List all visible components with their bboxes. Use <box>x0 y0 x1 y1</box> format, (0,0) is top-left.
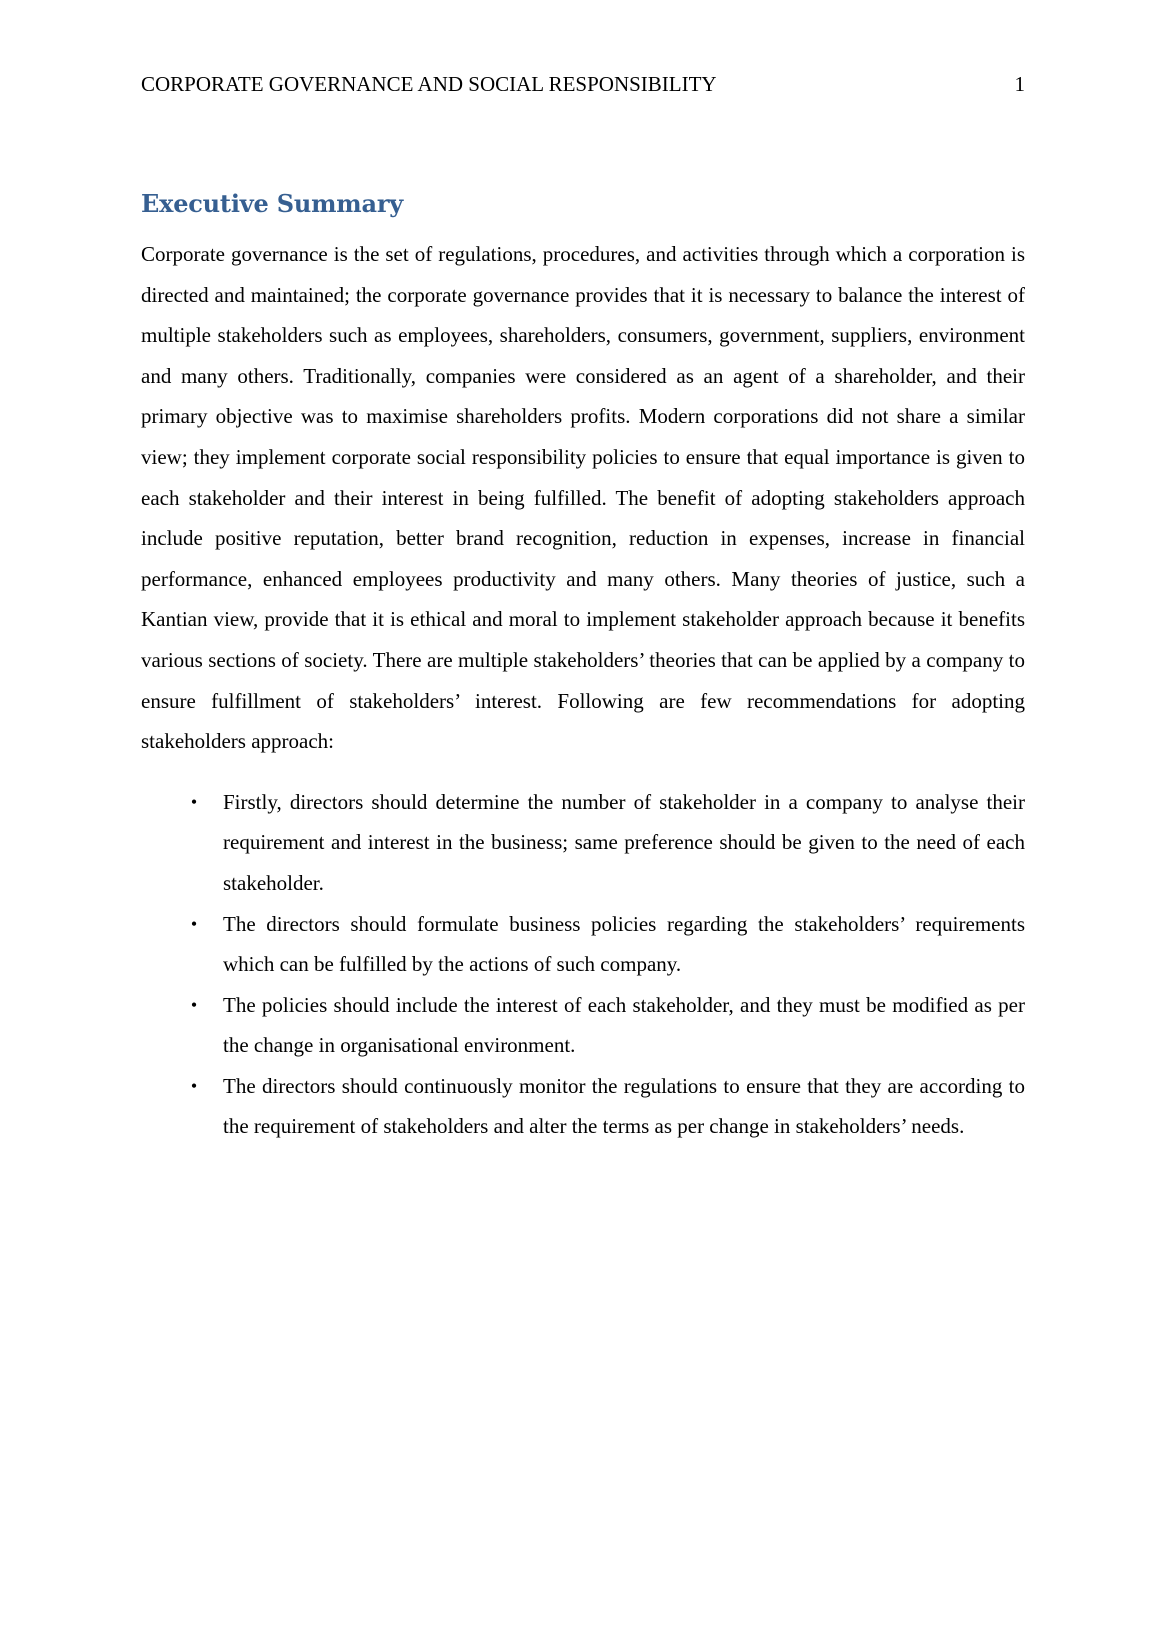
header-title: CORPORATE GOVERNANCE AND SOCIAL RESPONSIBILITY <box>141 72 717 96</box>
bullet-icon: • <box>190 913 198 934</box>
list-item <box>141 985 1025 1066</box>
running-header <box>141 70 1025 98</box>
list-item-text: The directors should continuously monitor the regulations to ensure that they are according to the requirement of stakeholders and alter the terms as per change in stakeholders’ needs. <box>223 1073 1025 1139</box>
list-item <box>141 904 1025 985</box>
bullet-icon: • <box>190 1075 198 1096</box>
list-item <box>141 782 1025 904</box>
bullet-icon: • <box>190 791 198 812</box>
bullet-icon: • <box>190 994 198 1015</box>
recommendations-list <box>141 782 1025 1147</box>
list-item-text: The directors should formulate business policies regarding the stakeholders’ requirements which can be fulfilled by the actions of such company. <box>223 911 1025 977</box>
page-number: 1 <box>1014 72 1025 96</box>
page-content <box>141 186 1025 1147</box>
list-item <box>141 1066 1025 1147</box>
section-heading: Executive Summary <box>141 189 404 218</box>
list-item-text: Firstly, directors should determine the number of stakeholder in a company to analyse their requirement and interest in the business; same preference should be given to the need of each stakeholder. <box>223 789 1025 895</box>
summary-paragraph: Corporate governance is the set of regulations, procedures, and activities through which a corporation is directed and maintained; the corporate governance provides that it is necessary to balance the interest of multiple stakeholders such as employees, shareholders, consumers, government, suppliers, environment and many others. Traditionally, companies were considered as an agent of a shareholder, and their primary objective was to maximise shareholders profits. Modern corporations did not share a similar view; they implement corporate social responsibility policies to ensure that equal importance is given to each stakeholder and their interest in being fulfilled. The benefit of adopting stakeholders approach include positive reputation, better brand recognition, reduction in expenses, increase in financial performance, enhanced employees productivity and many others. Many theories of justice, such a Kantian view, provide that it is ethical and moral to implement stakeholder approach because it benefits various sections of society. There are multiple stakeholders’ theories that can be applied by a company to ensure fulfillment of stakeholders’ interest. Following are few recommendations for adopting stakeholders approach: <box>141 242 1025 754</box>
list-item-text: The policies should include the interest of each stakeholder, and they must be modified as per the change in organisational environment. <box>223 992 1025 1058</box>
